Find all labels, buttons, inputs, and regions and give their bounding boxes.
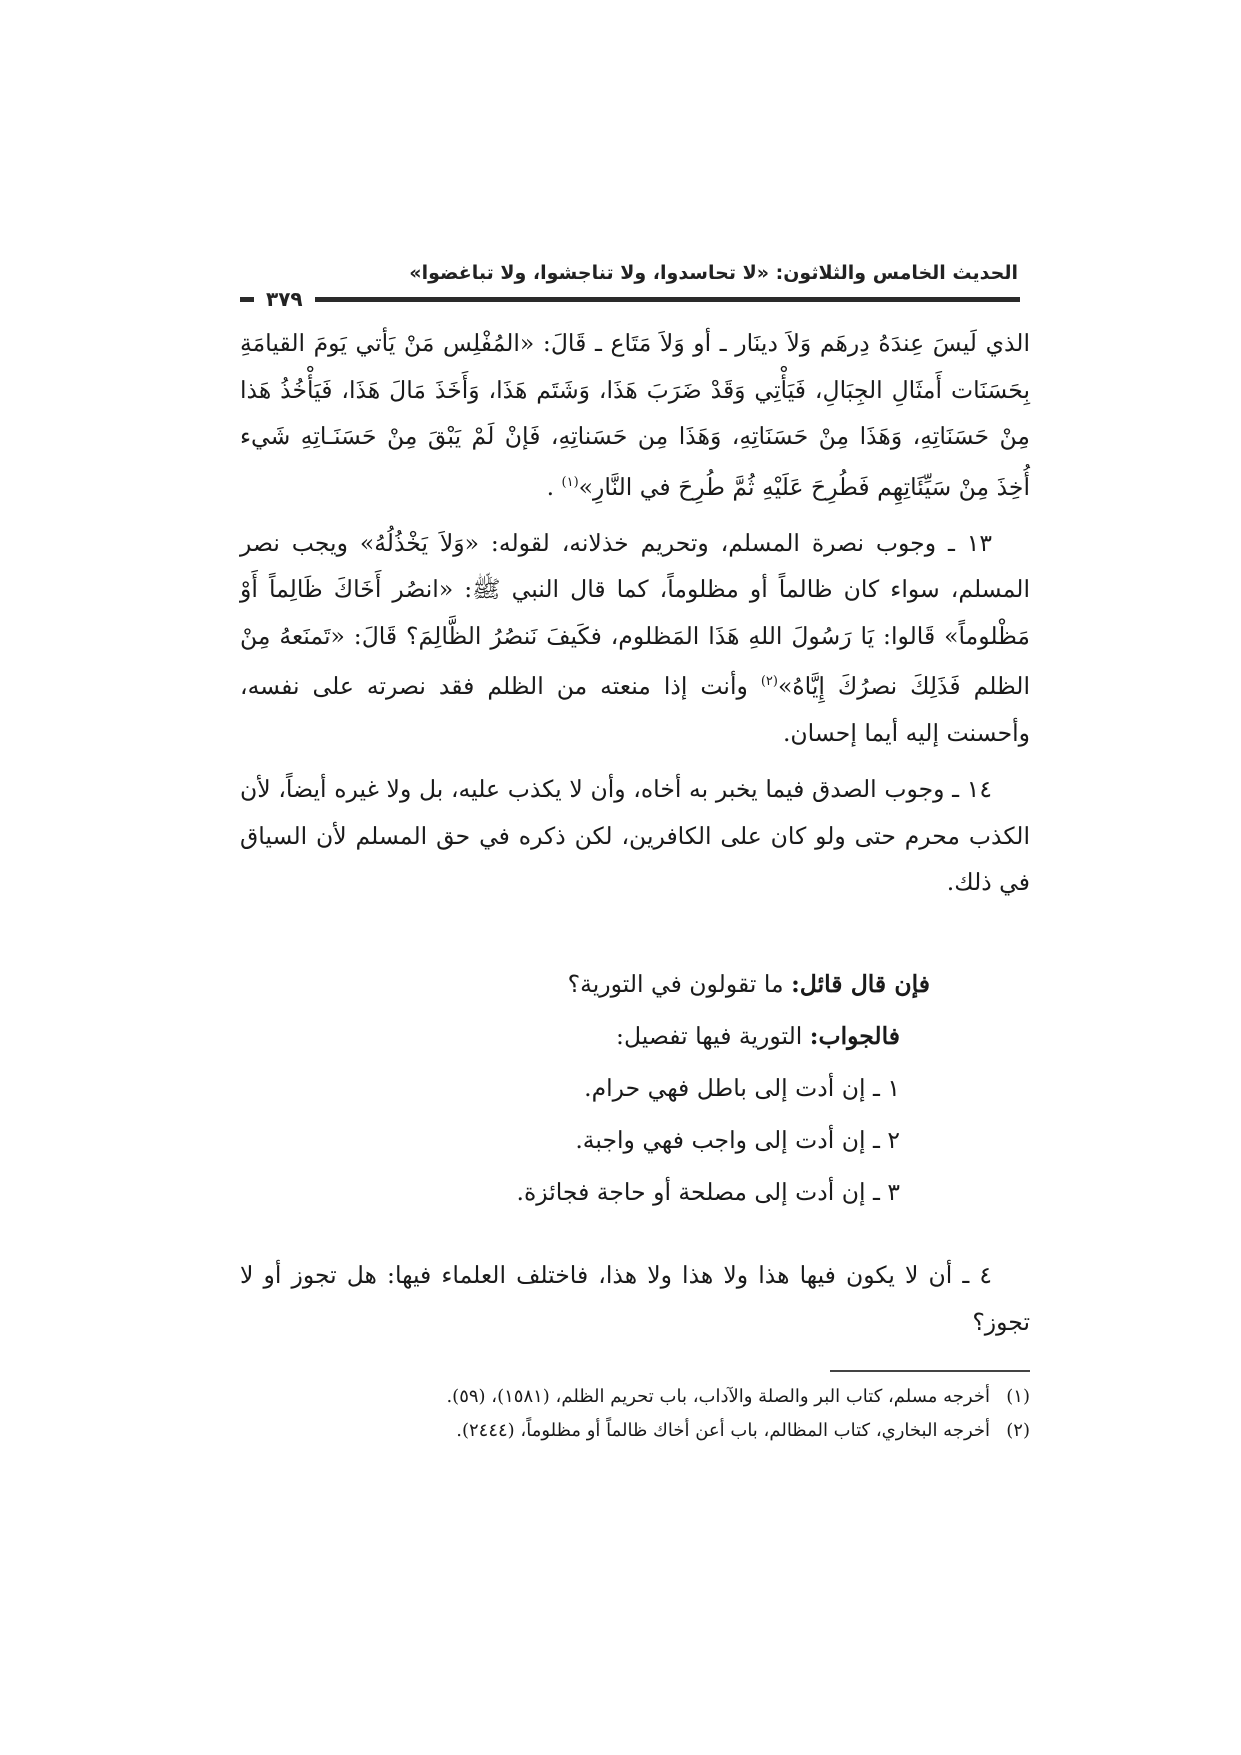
paragraph-13 bbox=[240, 520, 1030, 756]
list-item-4: ٤ ـ أن لا يكون فيها هذا ولا هذا ولا هذا، فاختلف العلماء فيها: هل تجوز أو لا تجوز؟ bbox=[240, 1261, 1030, 1336]
answer-lead: فالجواب: bbox=[809, 1022, 900, 1050]
list-item: ٢ ـ إن أدت إلى واجب فهي واجبة. bbox=[575, 1126, 900, 1154]
main-text bbox=[240, 320, 1030, 916]
paragraph-end: . bbox=[546, 472, 562, 501]
hadith-text: الذي لَيسَ عِندَهُ دِرهَم وَلاَ دينَار ـ أو وَلاَ مَتَاع ـ قَالَ: «المُفْلِس مَنْ يَأتي يَومَ القيامَةِ بِحَسَنَات أَمثَالِ الجِبَالِ، فَيَأْتِي وَقَدْ ضَرَبَ هَذَا، وَشَتَم هَذَا، وَأَخَذَ مَالَ هَذَا، فَيَأْخُذُ هَذا مِنْ حَسَنَاتِهِ، وَهَذَا مِنْ حَسَنَاتِهِ، وَهَذَا مِن حَسَناتِهِ، فَإنْ لَمْ يَبْقَ مِنْ حَسَنَـاتِهِ شَيء أُخِذَ مِنْ سَيِّئَاتِهِم فَطُرِحَ عَلَيْهِ ثُمَّ طُرِحَ في النَّارِ» bbox=[240, 329, 1030, 501]
footnote-2 bbox=[280, 1414, 1030, 1448]
question-text: ما تقولون في التورية؟ bbox=[567, 970, 792, 998]
qa-block bbox=[240, 958, 1030, 1218]
footnote-1 bbox=[280, 1380, 1030, 1414]
header-rule bbox=[240, 287, 1020, 311]
answer-text: التورية فيها تفصيل: bbox=[616, 1022, 810, 1050]
question-lead: فإن قال قائل: bbox=[791, 970, 930, 998]
running-header bbox=[248, 262, 1018, 284]
footnote-ref-1[interactable]: (١) bbox=[561, 474, 579, 490]
paragraph-hadith bbox=[240, 320, 1030, 510]
footnote-divider bbox=[830, 1370, 1030, 1372]
footnote-text: أخرجه مسلم، كتاب البر والصلة والآداب، باب تحريم الظلم، (١٥٨١)، (٥٩). bbox=[446, 1386, 990, 1407]
answer-line bbox=[240, 1010, 1030, 1062]
header-rule-right bbox=[315, 297, 1020, 302]
list-item: ٣ ـ إن أدت إلى مصلحة أو حاجة فجائزة. bbox=[516, 1178, 900, 1206]
footnote-number: (٢) bbox=[1006, 1420, 1030, 1441]
footnotes bbox=[280, 1380, 1030, 1448]
question-line bbox=[240, 958, 1030, 1010]
header-rule-left bbox=[240, 297, 254, 302]
list-item: ١ ـ إن أدت إلى باطل فهي حرام. bbox=[584, 1074, 900, 1102]
chapter-title: الحديث الخامس والثلاثون: «لا تحاسدوا، ولا تناجشوا، ولا تباغضوا» bbox=[409, 262, 1018, 284]
paragraph-13-text: ١٣ ـ وجوب نصرة المسلم، وتحريم خذلانه، لقوله: «وَلاَ يَخْذُلُهُ» ويجب نصر المسلم، سواء كان ظالماً أو مظلوماً، كما قال النبي ﷺ: «انصُر أَخَاكَ ظَالِماً أَوْ مَظْلوماً» قَالوا: يَا رَسُولَ اللهِ هَذَا المَظلوم، فكَيفَ نَنصُرُ الظَّالِمَ؟ قَالَ: «تَمنَعهُ مِنْ الظلم فَذَلِكَ نصرُكَ إِيَّاهُ» bbox=[240, 528, 1030, 701]
footnote-ref-2[interactable]: (٢) bbox=[760, 674, 778, 690]
paragraph-14: ١٤ ـ وجوب الصدق فيما يخبر به أخاه، وأن لا يكذب عليه، بل ولا غيره أيضاً، لأن الكذب محرم حتى ولو كان على الكافرين، لكن ذكره في حق المسلم لأن السياق في ذلك. bbox=[240, 775, 1030, 897]
footnote-number: (١) bbox=[1006, 1386, 1030, 1407]
page-number: ٣٧٩ bbox=[266, 287, 303, 311]
footnote-text: أخرجه البخاري، كتاب المظالم، باب أعن أخاك ظالماً أو مظلوماً، (٢٤٤٤). bbox=[456, 1420, 990, 1441]
paragraph-13-end: وأنت إذا منعته من الظلم فقد نصرته على نفسه، وأحسنت إليه أيما إحسان. bbox=[240, 672, 1030, 747]
